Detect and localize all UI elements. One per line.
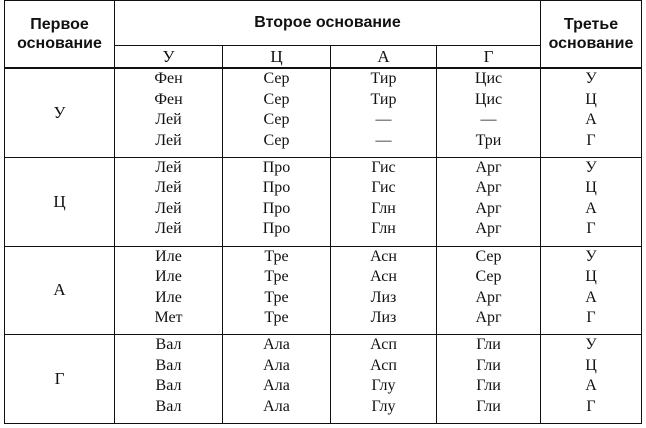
third-base-column [541, 157, 642, 246]
codon-group-row [5, 335, 642, 424]
amino-acid: Сер [475, 268, 502, 286]
second-base-header-text: Второе основание [254, 14, 401, 32]
amino-acid: Тир [370, 90, 397, 108]
amino-acid-column [331, 246, 437, 335]
third-base: Г [586, 397, 596, 415]
amino-acid: Глн [371, 220, 396, 238]
amino-acid: Иле [155, 268, 182, 286]
amino-acid: Гис [371, 179, 396, 197]
amino-acid: Цис [474, 90, 503, 108]
amino-acid: Фен [154, 90, 183, 108]
amino-acid: Сер [263, 131, 290, 149]
amino-acid-column [437, 68, 541, 157]
amino-acid-column [223, 246, 331, 335]
amino-acid: Арг [475, 288, 502, 306]
amino-acid-column [331, 157, 437, 246]
header-row [5, 1, 642, 46]
amino-acid-column [437, 157, 541, 246]
amino-acid: Лиз [370, 309, 397, 327]
amino-acid: Про [262, 199, 291, 217]
third-base-column [541, 68, 642, 157]
amino-acid: Гли [476, 377, 501, 395]
amino-acid: Ала [263, 377, 290, 395]
third-base: Ц [585, 179, 597, 197]
third-base: А [585, 111, 597, 129]
amino-acid: Тре [264, 247, 289, 265]
amino-acid-column [331, 335, 437, 424]
amino-acid: Асп [370, 356, 397, 374]
amino-acid: Сер [263, 90, 290, 108]
amino-acid-column [331, 68, 437, 157]
amino-acid: Гис [371, 158, 396, 176]
amino-acid: Вал [155, 397, 182, 415]
third-base: У [585, 247, 597, 265]
first-base-cell: А [5, 246, 115, 335]
amino-acid: Про [262, 179, 291, 197]
amino-acid: Тре [264, 268, 289, 286]
first-base-header-text: Первое основание [17, 16, 102, 53]
third-base-header [541, 1, 642, 69]
amino-acid: — [480, 111, 497, 129]
third-base: Ц [585, 356, 597, 374]
amino-acid: Иле [155, 247, 182, 265]
amino-acid: Лей [155, 220, 182, 238]
amino-acid: Гли [476, 397, 501, 415]
amino-acid: — [375, 111, 392, 129]
amino-acid: Арг [475, 179, 502, 197]
amino-acid-column [437, 335, 541, 424]
amino-acid: Лей [155, 131, 182, 149]
third-base-header-text: Третье основание [548, 16, 634, 53]
third-base: У [585, 336, 597, 354]
amino-acid: Про [262, 220, 291, 238]
first-base-header [5, 1, 115, 69]
third-base: Г [586, 220, 596, 238]
amino-acid: Сер [263, 70, 290, 88]
amino-acid-column [223, 157, 331, 246]
codon-group-row [5, 157, 642, 246]
amino-acid: Глн [371, 199, 396, 217]
amino-acid-column [437, 246, 541, 335]
amino-acid: Арг [475, 199, 502, 217]
third-base: А [585, 377, 597, 395]
amino-acid: Вал [155, 336, 182, 354]
amino-acid: Вал [155, 356, 182, 374]
amino-acid: Иле [155, 288, 182, 306]
third-base: Ц [585, 90, 597, 108]
amino-acid: Лей [155, 179, 182, 197]
amino-acid: Асн [370, 268, 397, 286]
amino-acid: Ала [263, 397, 290, 415]
amino-acid-column [115, 246, 223, 335]
third-base: А [585, 199, 597, 217]
amino-acid: Глу [371, 377, 396, 395]
amino-acid: Тре [264, 288, 289, 306]
second-base-header [115, 1, 541, 46]
amino-acid: Асп [370, 336, 397, 354]
amino-acid: Про [262, 158, 291, 176]
amino-acid: Вал [155, 377, 182, 395]
amino-acid: — [375, 131, 392, 149]
amino-acid: Глу [371, 397, 396, 415]
codon-group-row [5, 68, 642, 157]
amino-acid-column [115, 335, 223, 424]
codon-groups [5, 68, 642, 423]
third-base: Г [586, 309, 596, 327]
third-base: Г [586, 131, 596, 149]
first-base-cell: Г [5, 335, 115, 424]
amino-acid: Лей [155, 199, 182, 217]
amino-acid-column [115, 68, 223, 157]
amino-acid: Арг [475, 309, 502, 327]
second-base-c: Ц [223, 45, 331, 68]
amino-acid: Тир [370, 70, 397, 88]
amino-acid: Мет [154, 309, 183, 327]
first-base-cell: Ц [5, 157, 115, 246]
amino-acid: Лей [155, 158, 182, 176]
third-base: А [585, 288, 597, 306]
amino-acid: Арг [475, 220, 502, 238]
amino-acid: Ала [263, 356, 290, 374]
amino-acid: Арг [475, 158, 502, 176]
third-base: Ц [585, 268, 597, 286]
amino-acid: Лей [155, 111, 182, 129]
amino-acid: Гли [476, 356, 501, 374]
second-base-g: Г [437, 45, 541, 68]
second-base-u: У [115, 45, 223, 68]
first-base-cell: У [5, 68, 115, 157]
third-base: У [585, 158, 597, 176]
genetic-code-table [4, 0, 642, 424]
amino-acid: Три [475, 131, 502, 149]
amino-acid-column [223, 68, 331, 157]
amino-acid: Ала [263, 336, 290, 354]
codon-group-row [5, 246, 642, 335]
amino-acid: Лиз [370, 288, 397, 306]
third-base-column [541, 335, 642, 424]
third-base-column [541, 246, 642, 335]
amino-acid: Фен [154, 70, 183, 88]
amino-acid: Сер [263, 111, 290, 129]
amino-acid: Сер [475, 247, 502, 265]
amino-acid: Цис [474, 70, 503, 88]
amino-acid-column [115, 157, 223, 246]
amino-acid: Тре [264, 309, 289, 327]
second-base-a: А [331, 45, 437, 68]
third-base: У [585, 70, 597, 88]
amino-acid-column [223, 335, 331, 424]
amino-acid: Гли [476, 336, 501, 354]
amino-acid: Асн [370, 247, 397, 265]
